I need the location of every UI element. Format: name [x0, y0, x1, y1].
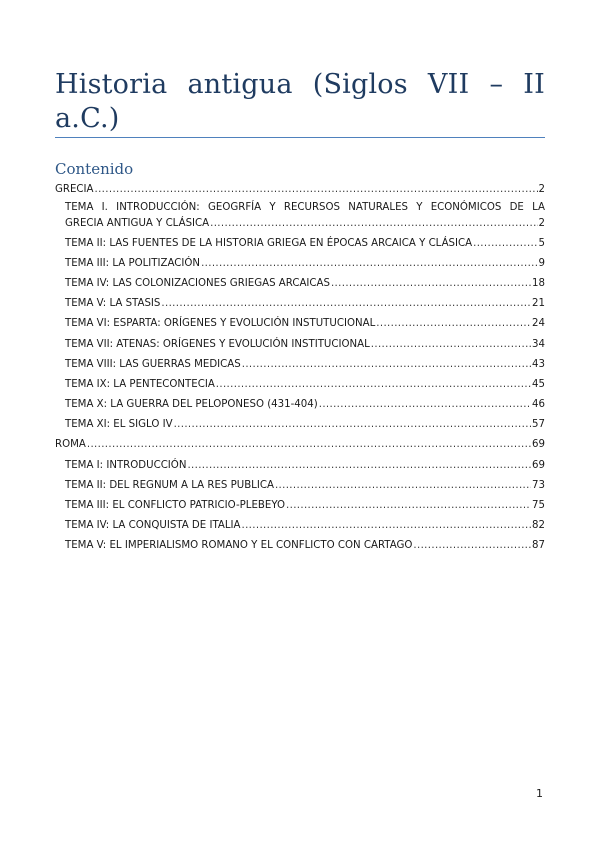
- toc-entry-grecia[interactable]: [55, 180, 545, 199]
- toc-dot-leader: [242, 355, 531, 374]
- toc-dot-leader: [473, 234, 537, 253]
- toc-entry-text: ROMA: [55, 439, 86, 451]
- toc-entry-grecia-tema-2[interactable]: [55, 234, 545, 253]
- toc-dot-leader: [201, 254, 537, 273]
- page-number: 1: [536, 787, 543, 800]
- toc-entry-text: TEMA IV: LAS COLONIZACIONES GRIEGAS ARCAICAS: [65, 277, 330, 289]
- toc-entry-text-continued: GRECIA ANTIGUA Y CLÁSICA: [65, 218, 210, 230]
- toc-dot-leader: [87, 435, 531, 454]
- toc-dot-leader: [371, 335, 531, 354]
- toc-entry-grecia-tema-9[interactable]: [55, 375, 545, 394]
- toc-entry-grecia-tema-7[interactable]: [55, 335, 545, 354]
- toc-entry-page: 2: [538, 218, 545, 230]
- toc-entry-page: 24: [532, 318, 545, 330]
- title-divider: [55, 137, 545, 138]
- toc-entry-grecia-tema-8[interactable]: [55, 355, 545, 374]
- document-title: Historia antigua (Siglos VII – II a.C.): [55, 69, 545, 134]
- toc-entry-grecia-tema-4[interactable]: [55, 274, 545, 293]
- toc-entry-page: 75: [532, 500, 545, 511]
- toc-entry-text: TEMA I: INTRODUCCIÓN: [65, 459, 187, 471]
- toc-dot-leader: [210, 216, 537, 232]
- toc-entry-text: TEMA III: LA POLITIZACIÓN: [65, 257, 201, 269]
- toc-entry-page: 34: [532, 338, 545, 350]
- toc-dot-leader: [331, 274, 531, 293]
- toc-entry-roma-tema-4[interactable]: [55, 516, 545, 535]
- toc-entry-text: TEMA VI: ESPARTA: ORÍGENES Y EVOLUCIÓN INSTUTUCIONAL: [65, 318, 376, 330]
- toc-dot-leader: [161, 294, 531, 313]
- toc-dot-leader: [242, 516, 532, 535]
- toc-entry-text: TEMA IX: LA PENTECONTECIA: [65, 378, 215, 390]
- toc-entry-page: 9: [538, 257, 545, 269]
- toc-entry-text: TEMA V: LA STASIS: [65, 298, 161, 310]
- toc-dot-leader: [376, 314, 531, 333]
- toc-entry-page: 69: [532, 459, 545, 471]
- toc-entry-page: 82: [532, 520, 545, 532]
- toc-entry-text: TEMA III: EL CONFLICTO PATRICIO-PLEBEYO: [65, 500, 286, 511]
- toc-entry-text: GRECIA: [55, 184, 94, 196]
- toc-entry-text: TEMA IV: LA CONQUISTA DE ITALIA: [65, 520, 241, 532]
- toc-entry-grecia-tema-1[interactable]: [55, 200, 545, 232]
- toc-dot-leader: [174, 415, 531, 434]
- toc-dot-leader: [275, 476, 531, 495]
- toc-entry-roma[interactable]: [55, 435, 545, 454]
- toc-entry-page: 46: [532, 399, 545, 411]
- toc-entry-grecia-tema-3[interactable]: [55, 254, 545, 273]
- toc-entry-text: TEMA VII: ATENAS: ORÍGENES Y EVOLUCIÓN INSTITUCIONAL: [65, 338, 370, 350]
- toc-entry-page: 2: [538, 184, 545, 196]
- toc-entry-text: TEMA XI: EL SIGLO IV: [65, 419, 173, 431]
- toc-entry-roma-tema-2[interactable]: [55, 476, 545, 495]
- toc-entry-roma-tema-3[interactable]: [55, 496, 545, 515]
- toc-heading: Contenido: [55, 160, 134, 178]
- toc-entry-text: TEMA II: LAS FUENTES DE LA HISTORIA GRIEGA EN ÉPOCAS ARCAICA Y CLÁSICA: [65, 237, 473, 249]
- toc-dot-leader: [286, 496, 531, 515]
- toc-entry-page: 57: [532, 419, 545, 431]
- toc-entry-roma-tema-1[interactable]: [55, 456, 545, 475]
- toc-entry-grecia-tema-5[interactable]: [55, 294, 545, 313]
- toc-entry-page: 43: [532, 358, 545, 370]
- toc-entry-page: 69: [532, 439, 545, 451]
- toc-entry-text: TEMA V: EL IMPERIALISMO ROMANO Y EL CONFLICTO CON CARTAGO: [65, 540, 413, 552]
- toc-entry-page: 5: [538, 237, 545, 249]
- toc-dot-leader: [216, 375, 531, 394]
- toc-entry-page: 73: [532, 479, 545, 491]
- toc-dot-leader: [413, 536, 531, 555]
- toc-entry-roma-tema-5[interactable]: [55, 536, 545, 555]
- table-of-contents: [55, 179, 545, 555]
- toc-dot-leader: [95, 180, 538, 199]
- toc-entry-text: TEMA I. INTRODUCCIÓN: GEOGRFÍA Y RECURSOS NATURALES Y ECONÓMICOS DE LA: [65, 202, 545, 214]
- toc-entry-page: 21: [532, 298, 545, 310]
- toc-entry-text: TEMA II: DEL REGNUM A LA RES PUBLICA: [65, 479, 274, 491]
- toc-dot-leader: [319, 395, 531, 414]
- toc-entry-text: TEMA VIII: LAS GUERRAS MEDICAS: [65, 358, 241, 370]
- toc-dot-leader: [187, 456, 531, 475]
- toc-entry-page: 45: [532, 378, 545, 390]
- toc-entry-grecia-tema-11[interactable]: [55, 415, 545, 434]
- toc-entry-page: 18: [532, 277, 545, 289]
- toc-entry-grecia-tema-6[interactable]: [55, 314, 545, 333]
- toc-entry-text: TEMA X: LA GUERRA DEL PELOPONESO (431-404): [65, 399, 318, 411]
- toc-entry-page: 87: [532, 540, 545, 552]
- toc-entry-grecia-tema-10[interactable]: [55, 395, 545, 414]
